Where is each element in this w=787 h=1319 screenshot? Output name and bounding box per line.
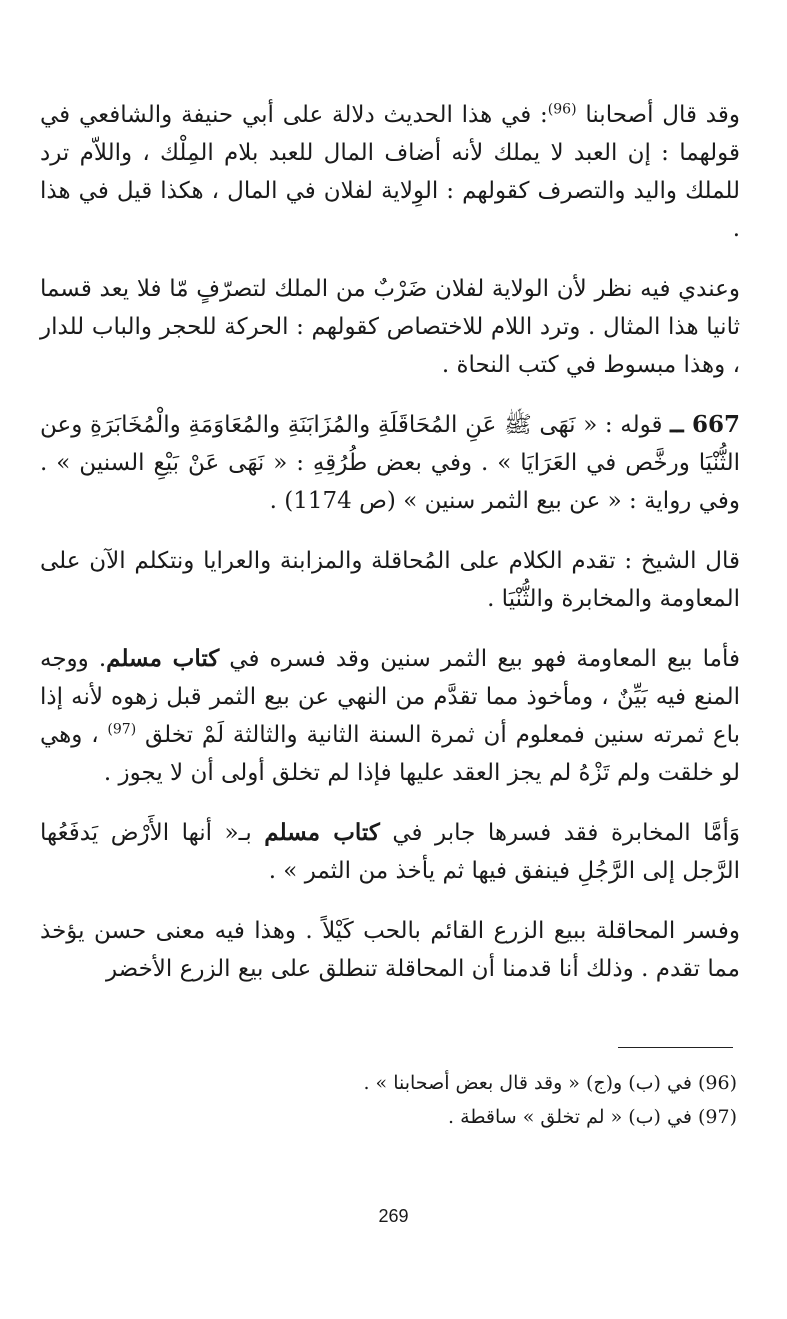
paragraph-4: قال الشيخ : تقدم الكلام على المُحاقلة والمزابنة والعرايا ونتكلم الآن على المعاومة والمخابرة والثُّنْيَا . (40, 548, 740, 612)
paragraph-2: وعندي فيه نظر لأن الولاية لفلان ضَرْبٌ من الملك لتصرّفٍ مّا فلا يعد قسما ثانيا هذا المثال . وترد اللام للاختصاص كقولهم : الحركة للحجر والباب للدار ، وهذا مبسوط في كتب النحاة . (40, 276, 740, 378)
page-number: 269 (378, 1206, 409, 1226)
footnote-96: (96) في (ب) و(ج) « وقد قال بعض أصحابنا » . (363, 1072, 737, 1094)
hadith-number: 667 ــ (670, 411, 741, 438)
paragraph-7: وفسر المحاقلة ببيع الزرع القائم بالحب كَيْلاً . وهذا فيه معنى حسن يؤخذ مما تقدم . وذلك أنا قدمنا أن المحاقلة تنطلق على بيع الزرع الأخضر (40, 918, 740, 982)
footnote-ref-96: (96) (547, 101, 577, 118)
paragraph-6: وَأمَّا المخابرة فقد فسرها جابر في كتاب مسلم بـ« أنها الأَرْض يَدفَعُها الرَّجل إلى الرَّجُلِ فينفق فيها ثم يأخذ من الثمر » . (40, 819, 740, 884)
paragraph-1: وقد قال أصحابنا $^{(96)}$: في هذا الحديث دلالة على أبي حنيفة والشافعي في قولهما : إن العبد لا يملك لأنه أضاف المال للعبد بلام المِلْك ، واللاّم ترد للملك واليد والتصرف كقولهم : الوِلاية لفلان في المال ، هكذا قيل في هذا . (40, 101, 740, 242)
book-title: كتاب مسلم (106, 645, 220, 672)
footnote-divider (618, 1047, 733, 1048)
paragraph-5: فأما بيع المعاومة فهو بيع الثمر سنين وقد فسره في كتاب مسلم. ووجه المنع فيه بَيِّنٌ ، ومأخوذ مما تقدَّم من النهي عن بيع الثمر قبل زهوه لأنه إذا باع ثمرته سنين فمعلوم أن ثمرة السنة الثانية والثالثة لَمْ تخلق $^{(97)}$ ، وهي لو خلقت ولم تَزْهُ لم يجز العقد عليها فإذا لم تخلق أولى أن لا يجوز . (40, 645, 740, 786)
footnotes (40, 1066, 737, 1134)
book-title: كتاب مسلم (264, 819, 380, 846)
footnote-ref-97: (97) (107, 721, 137, 738)
paragraph-3-hadith-667: 667 ــ قوله : « نَهَى ﷺ عَنِ المُحَاقَلَةِ والمُزَابَنَةِ والمُعَاوَمَةِ والْمُخَابَرَةِ وعن الثُّنْيَا ورخَّص في العَرَايَا » . وفي بعض طُرُقِهِ : « نَهَى عَنْ بَيْعِ السنين » . وفي رواية : « عن بيع الثمر سنين » (ص 1174) . (40, 411, 741, 514)
main-text (40, 96, 740, 1010)
footnote-97: (97) في (ب) « لم تخلق » ساقطة . (448, 1106, 737, 1128)
